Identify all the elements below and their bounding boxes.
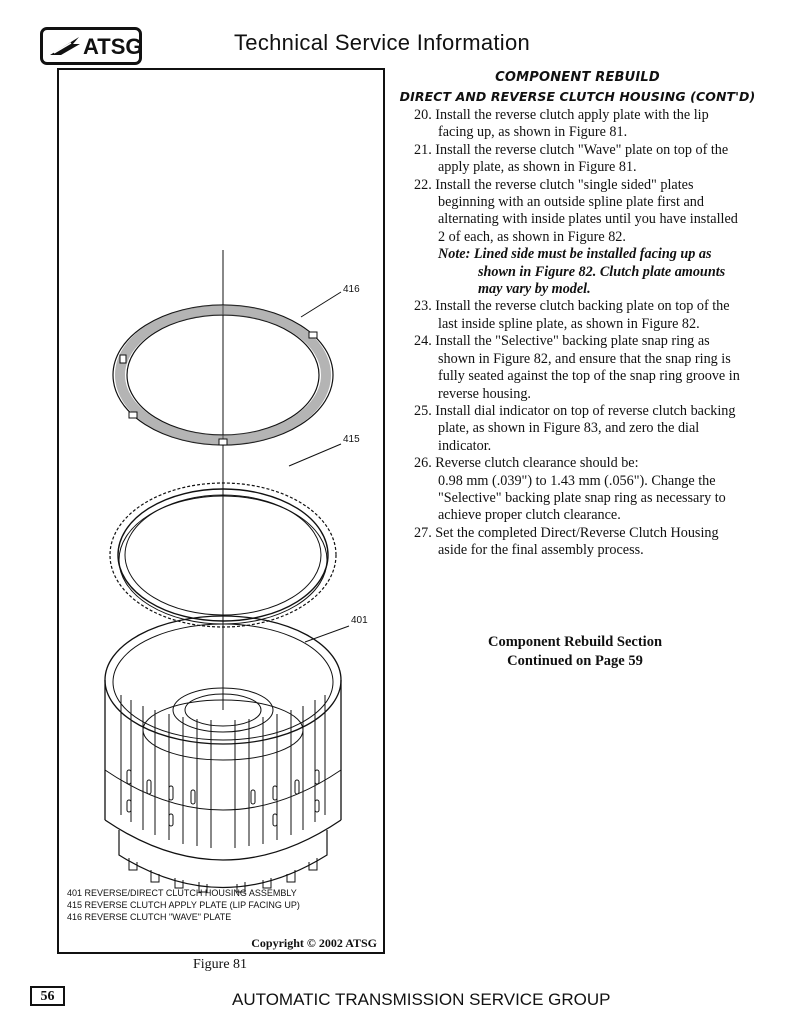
continued-line-1: Component Rebuild Section (487, 634, 663, 650)
footer-text: AUTOMATIC TRANSMISSION SERVICE GROUP (232, 990, 611, 1009)
legend-item: 415 REVERSE CLUTCH APPLY PLATE (LIP FACING UP) (67, 900, 300, 910)
legend-item: 401 REVERSE/DIRECT CLUTCH HOUSING ASSEMBLY (67, 888, 297, 898)
step-item: 23. Install the reverse clutch backing plate on top of the last inside spline plate, as shown in Figure 82. (414, 298, 730, 332)
callout-415: 415 (343, 434, 360, 445)
clutch-exploded-drawing (59, 70, 385, 954)
figure-legend (67, 887, 300, 923)
clearance-spec: 0.98 mm (.039") to 1.43 mm (.056"). Change the "Selective" backing plate snap ring as necessary to achieve proper clutch clearance. (438, 472, 726, 524)
continued-notice (430, 633, 720, 671)
callout-416: 416 (343, 284, 360, 295)
continued-line-2: Continued on Page 59 (507, 653, 643, 669)
section-title: COMPONENT REBUILD (495, 70, 660, 85)
logo-text: ATSG (83, 34, 143, 59)
legend-item: 416 REVERSE CLUTCH "WAVE" PLATE (67, 912, 232, 922)
step-item: 20. Install the reverse clutch apply plate with the lip facing up, as shown in Figure 81. (414, 107, 709, 141)
figure-81-frame (57, 68, 385, 954)
step-item: 21. Install the reverse clutch "Wave" plate on top of the apply plate, as shown in Figure 81. (414, 141, 729, 176)
page-header-title: Technical Service Information (234, 30, 531, 55)
section-subtitle: DIRECT AND REVERSE CLUTCH HOUSING (CONT'D) (399, 89, 756, 104)
atsg-logo (40, 27, 142, 65)
step-item: 22. Install the reverse clutch "single sided" plates beginning with an outside spline plate first and alternating with inside plates until you have installed 2 of each, as shown in Figure 82. (414, 176, 738, 245)
note-text: Note: Lined side must be installed facing up as shown in Figure 82. Clutch plate amounts may vary by model. (438, 246, 726, 298)
callout-401: 401 (351, 615, 368, 626)
figure-caption: Figure 81 (193, 957, 248, 972)
procedure-steps (414, 107, 744, 560)
step-item: 27. Set the completed Direct/Reverse Clutch Housing aside for the final assembly process. (414, 524, 719, 559)
step-item: 25. Install dial indicator on top of reverse clutch backing plate, as shown in Figure 83, and zero the dial indicator. (414, 402, 736, 454)
copyright-notice: Copyright © 2002 ATSG (251, 936, 377, 950)
page-number: 56 (30, 986, 65, 1006)
step-item: 26. Reverse clutch clearance should be: (414, 455, 639, 472)
step-item: 24. Install the "Selective" backing plate snap ring as shown in Figure 82, and ensure that the snap ring is fully seated against the top of the snap ring groove in reverse housing. (414, 333, 740, 402)
wing-icon (49, 35, 81, 57)
